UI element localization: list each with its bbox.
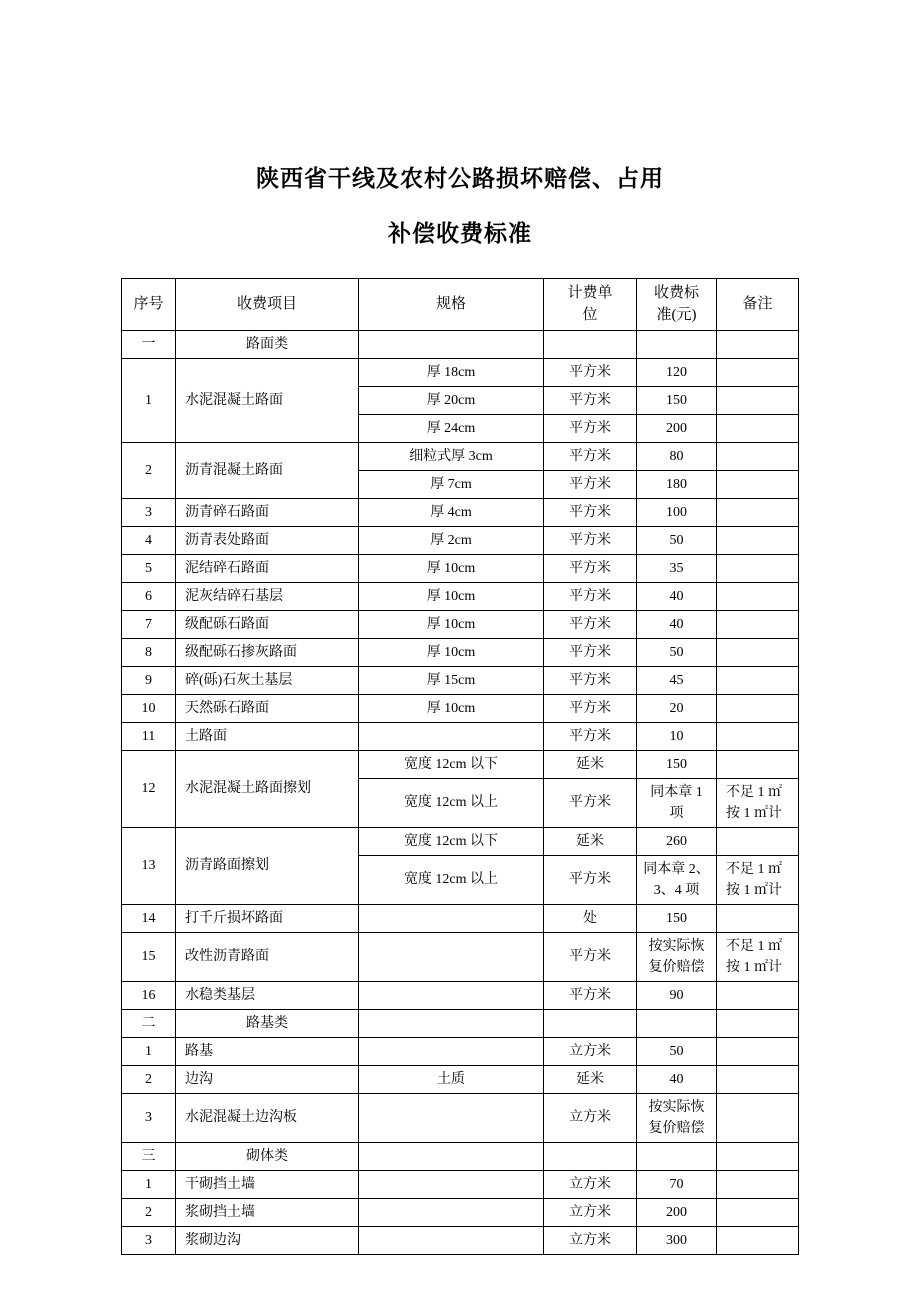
fee-table-body (122, 330, 799, 1254)
table-cell: 不足 1 ㎡ 按 1 ㎡计 (717, 778, 799, 827)
table-cell (359, 904, 544, 932)
table-cell: 平方米 (544, 855, 637, 904)
table-cell: 厚 18cm (359, 358, 544, 386)
table-row (122, 442, 799, 470)
table-cell: 按实际恢复价赔偿 (637, 932, 717, 981)
table-cell: 土路面 (176, 722, 359, 750)
table-cell: 厚 10cm (359, 610, 544, 638)
table-cell: 二 (122, 1009, 176, 1037)
table-cell: 平方米 (544, 694, 637, 722)
table-cell: 16 (122, 981, 176, 1009)
table-cell (359, 1093, 544, 1142)
table-cell (359, 330, 544, 358)
table-cell: 平方米 (544, 981, 637, 1009)
table-cell: 同本章 1 项 (637, 778, 717, 827)
table-row (122, 694, 799, 722)
col-header-item-label: 收费项目 (236, 296, 297, 313)
table-cell: 立方米 (544, 1198, 637, 1226)
table-cell (717, 470, 799, 498)
table-cell: 级配砾石路面 (176, 610, 359, 638)
table-cell: 20 (637, 694, 717, 722)
table-row (122, 1170, 799, 1198)
table-cell (717, 981, 799, 1009)
table-cell (717, 750, 799, 778)
table-cell (717, 358, 799, 386)
table-row (122, 1037, 799, 1065)
table-cell: 浆砌边沟 (176, 1226, 359, 1254)
table-cell: 1 (122, 358, 176, 442)
fee-standard-table (121, 278, 799, 1255)
table-cell (717, 386, 799, 414)
table-cell: 厚 15cm (359, 666, 544, 694)
table-cell: 厚 10cm (359, 554, 544, 582)
table-cell (359, 1142, 544, 1170)
table-cell: 平方米 (544, 442, 637, 470)
table-cell (544, 1009, 637, 1037)
table-cell (637, 1142, 717, 1170)
table-cell: 厚 7cm (359, 470, 544, 498)
table-cell: 宽度 12cm 以下 (359, 750, 544, 778)
table-cell: 120 (637, 358, 717, 386)
table-cell: 平方米 (544, 554, 637, 582)
table-cell: 6 (122, 582, 176, 610)
table-cell: 10 (637, 722, 717, 750)
col-header-rate-label: 收费标准(元) (653, 284, 699, 324)
table-cell: 12 (122, 750, 176, 827)
table-cell: 150 (637, 904, 717, 932)
table-row (122, 1142, 799, 1170)
table-cell: 3 (122, 1093, 176, 1142)
table-cell (359, 722, 544, 750)
table-cell (717, 1198, 799, 1226)
table-row (122, 498, 799, 526)
table-cell: 2 (122, 1198, 176, 1226)
table-row (122, 932, 799, 981)
table-cell: 不足 1 ㎡ 按 1 ㎡计 (717, 932, 799, 981)
table-cell: 泥灰结碎石基层 (176, 582, 359, 610)
table-cell: 延米 (544, 1065, 637, 1093)
table-cell: 水泥混凝土路面擦划 (176, 750, 359, 827)
table-cell (637, 1009, 717, 1037)
table-cell: 40 (637, 610, 717, 638)
table-cell: 平方米 (544, 414, 637, 442)
table-cell (717, 526, 799, 554)
table-cell: 平方米 (544, 638, 637, 666)
table-cell: 立方米 (544, 1037, 637, 1065)
table-row (122, 722, 799, 750)
table-row (122, 1009, 799, 1037)
table-cell (717, 610, 799, 638)
table-cell (717, 1037, 799, 1065)
table-cell (717, 582, 799, 610)
table-cell: 宽度 12cm 以上 (359, 855, 544, 904)
table-cell: 水泥混凝土路面 (176, 358, 359, 442)
table-cell: 平方米 (544, 386, 637, 414)
table-cell (359, 932, 544, 981)
table-cell: 平方米 (544, 526, 637, 554)
col-header-unit (544, 278, 637, 330)
table-cell (717, 722, 799, 750)
table-cell: 厚 10cm (359, 582, 544, 610)
table-cell: 厚 10cm (359, 638, 544, 666)
table-cell: 沥青路面擦划 (176, 827, 359, 904)
table-cell: 80 (637, 442, 717, 470)
table-cell (717, 694, 799, 722)
table-cell (359, 1037, 544, 1065)
table-row (122, 1226, 799, 1254)
table-cell: 3 (122, 498, 176, 526)
table-cell (637, 330, 717, 358)
table-cell: 180 (637, 470, 717, 498)
table-cell: 4 (122, 526, 176, 554)
table-cell (717, 904, 799, 932)
table-cell (359, 1009, 544, 1037)
table-cell: 延米 (544, 827, 637, 855)
table-cell: 50 (637, 638, 717, 666)
table-cell: 浆砌挡土墙 (176, 1198, 359, 1226)
table-cell: 水泥混凝土边沟板 (176, 1093, 359, 1142)
col-header-rate (637, 278, 717, 330)
table-cell: 泥结碎石路面 (176, 554, 359, 582)
table-row (122, 526, 799, 554)
table-cell (544, 1142, 637, 1170)
table-cell (717, 1142, 799, 1170)
table-cell: 2 (122, 1065, 176, 1093)
table-cell: 级配砾石掺灰路面 (176, 638, 359, 666)
col-header-remark (717, 278, 799, 330)
table-cell: 沥青混凝土路面 (176, 442, 359, 498)
table-cell: 平方米 (544, 722, 637, 750)
table-cell (717, 554, 799, 582)
table-cell: 260 (637, 827, 717, 855)
table-cell: 40 (637, 1065, 717, 1093)
table-cell (717, 827, 799, 855)
table-cell: 厚 20cm (359, 386, 544, 414)
table-cell: 9 (122, 666, 176, 694)
table-cell: 70 (637, 1170, 717, 1198)
table-cell: 沥青碎石路面 (176, 498, 359, 526)
table-row (122, 827, 799, 855)
table-cell: 路基 (176, 1037, 359, 1065)
table-cell (359, 981, 544, 1009)
table-cell: 平方米 (544, 582, 637, 610)
table-cell: 11 (122, 722, 176, 750)
document-title-line1: 陕西省干线及农村公路损坏赔偿、占用 (256, 166, 664, 191)
table-cell: 90 (637, 981, 717, 1009)
table-cell: 路面类 (176, 330, 359, 358)
table-row (122, 904, 799, 932)
table-row (122, 750, 799, 778)
table-cell: 平方米 (544, 498, 637, 526)
table-cell: 天然砾石路面 (176, 694, 359, 722)
table-cell: 平方米 (544, 610, 637, 638)
col-header-remark-label: 备注 (742, 296, 773, 313)
table-cell: 45 (637, 666, 717, 694)
col-header-unit-label: 计费单位 (567, 284, 613, 324)
table-cell: 宽度 12cm 以上 (359, 778, 544, 827)
table-cell (717, 638, 799, 666)
table-cell: 同本章 2、3、4 项 (637, 855, 717, 904)
table-cell: 平方米 (544, 358, 637, 386)
table-cell: 15 (122, 932, 176, 981)
table-cell: 平方米 (544, 778, 637, 827)
table-cell: 碎(砾)石灰土基层 (176, 666, 359, 694)
table-cell (717, 414, 799, 442)
table-cell: 立方米 (544, 1226, 637, 1254)
table-cell (717, 498, 799, 526)
table-row (122, 1093, 799, 1142)
table-cell: 砌体类 (176, 1142, 359, 1170)
table-cell: 14 (122, 904, 176, 932)
table-cell: 土质 (359, 1065, 544, 1093)
table-cell: 不足 1 ㎡ 按 1 ㎡计 (717, 855, 799, 904)
table-cell: 50 (637, 1037, 717, 1065)
table-cell: 8 (122, 638, 176, 666)
table-cell: 处 (544, 904, 637, 932)
col-header-seq (122, 278, 176, 330)
table-cell: 35 (637, 554, 717, 582)
table-cell: 一 (122, 330, 176, 358)
table-cell: 200 (637, 1198, 717, 1226)
table-cell: 路基类 (176, 1009, 359, 1037)
table-row (122, 981, 799, 1009)
table-header-row (122, 278, 799, 330)
table-cell: 干砌挡土墙 (176, 1170, 359, 1198)
table-cell: 平方米 (544, 932, 637, 981)
table-cell: 100 (637, 498, 717, 526)
table-row (122, 330, 799, 358)
table-cell: 5 (122, 554, 176, 582)
table-row (122, 666, 799, 694)
table-cell (717, 1009, 799, 1037)
table-cell: 50 (637, 526, 717, 554)
table-cell (359, 1170, 544, 1198)
table-row (122, 1198, 799, 1226)
table-cell: 沥青表处路面 (176, 526, 359, 554)
table-cell: 2 (122, 442, 176, 498)
table-cell (717, 666, 799, 694)
table-cell: 1 (122, 1037, 176, 1065)
document-title-line2: 补偿收费标准 (388, 221, 532, 247)
table-row (122, 582, 799, 610)
table-cell: 平方米 (544, 470, 637, 498)
table-cell: 按实际恢复价赔偿 (637, 1093, 717, 1142)
table-cell: 延米 (544, 750, 637, 778)
col-header-spec (359, 278, 544, 330)
table-cell (717, 1226, 799, 1254)
table-cell: 立方米 (544, 1093, 637, 1142)
table-row (122, 358, 799, 386)
table-cell (717, 1093, 799, 1142)
table-cell: 10 (122, 694, 176, 722)
table-cell: 打千斤损坏路面 (176, 904, 359, 932)
table-row (122, 1065, 799, 1093)
table-row (122, 638, 799, 666)
col-header-seq-label: 序号 (133, 296, 164, 313)
table-cell (717, 1170, 799, 1198)
table-cell: 150 (637, 750, 717, 778)
table-cell: 厚 4cm (359, 498, 544, 526)
table-cell: 300 (637, 1226, 717, 1254)
table-cell: 立方米 (544, 1170, 637, 1198)
table-cell: 水稳类基层 (176, 981, 359, 1009)
table-cell: 200 (637, 414, 717, 442)
table-cell: 厚 2cm (359, 526, 544, 554)
table-cell: 厚 10cm (359, 694, 544, 722)
table-cell: 三 (122, 1142, 176, 1170)
table-cell: 3 (122, 1226, 176, 1254)
table-cell (717, 1065, 799, 1093)
table-cell: 改性沥青路面 (176, 932, 359, 981)
table-cell: 40 (637, 582, 717, 610)
table-cell: 边沟 (176, 1065, 359, 1093)
table-cell (544, 330, 637, 358)
table-cell: 细粒式厚 3cm (359, 442, 544, 470)
table-cell: 平方米 (544, 666, 637, 694)
col-header-item (176, 278, 359, 330)
table-cell: 宽度 12cm 以下 (359, 827, 544, 855)
col-header-spec-label: 规格 (435, 296, 466, 313)
table-cell (359, 1198, 544, 1226)
table-cell (717, 330, 799, 358)
table-row (122, 554, 799, 582)
table-cell: 1 (122, 1170, 176, 1198)
table-cell: 13 (122, 827, 176, 904)
table-cell (717, 442, 799, 470)
table-cell (359, 1226, 544, 1254)
table-cell: 厚 24cm (359, 414, 544, 442)
table-cell: 7 (122, 610, 176, 638)
table-cell: 150 (637, 386, 717, 414)
table-row (122, 610, 799, 638)
